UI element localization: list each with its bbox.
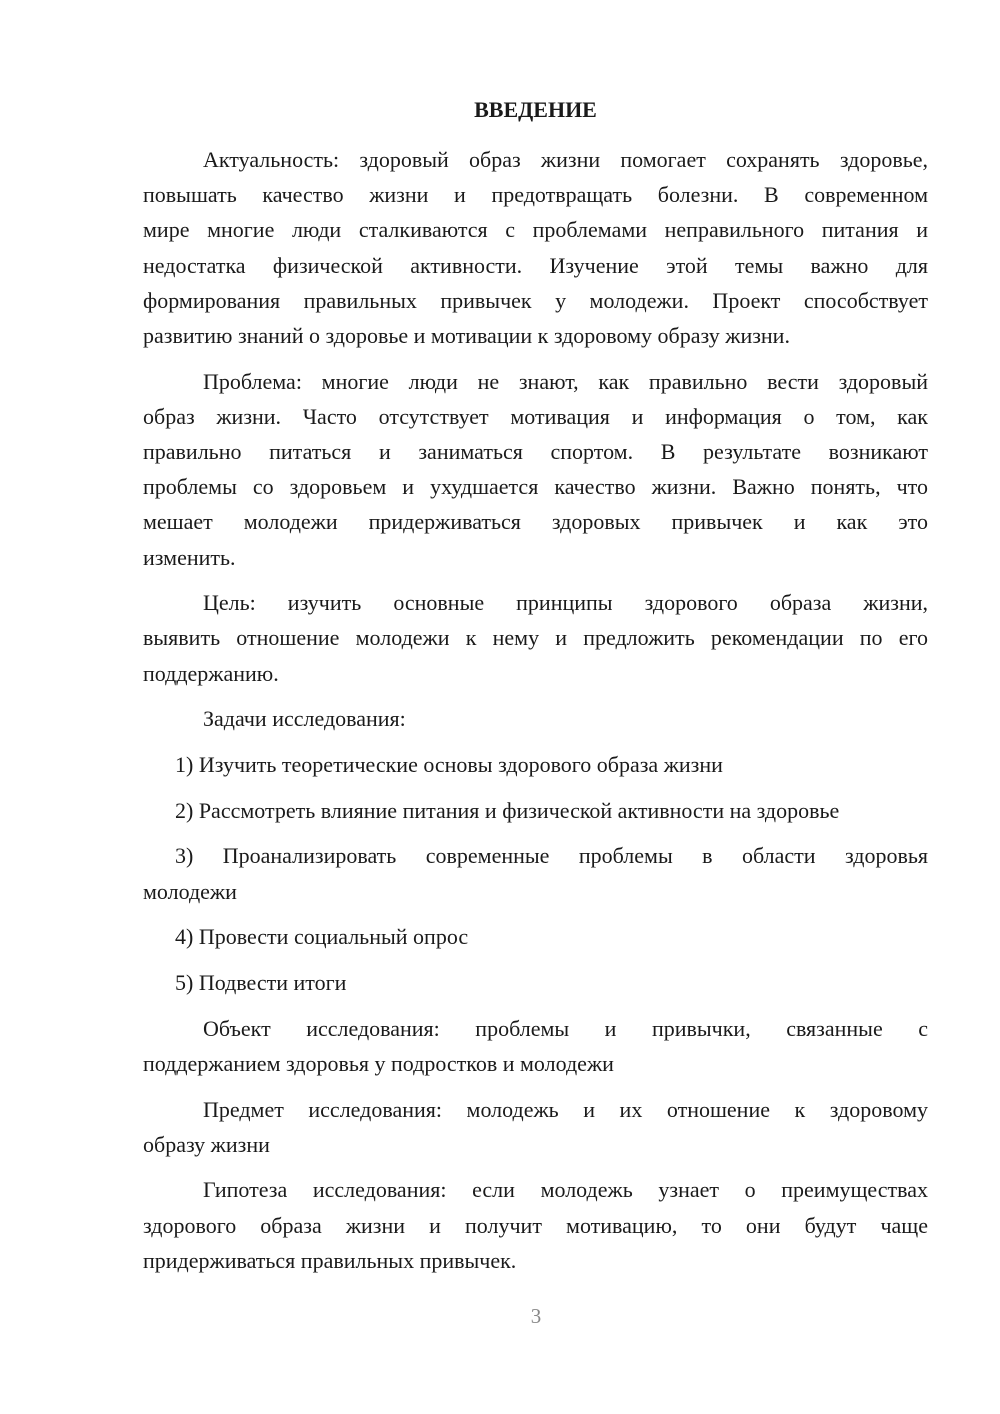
- text-line: развитию знаний о здоровье и мотивации к здоровому образу жизни.: [143, 322, 790, 348]
- text-line: мире многие люди сталкиваются с проблемами неправильного питания и: [143, 217, 928, 243]
- text-line: проблемы со здоровьем и ухудшается качество жизни. Важно понять, что: [143, 474, 928, 500]
- text-line: 5) Подвести итоги: [175, 969, 347, 995]
- text-line: выявить отношение молодежи к нему и предложить рекомендации по его: [143, 625, 928, 651]
- paragraph: [143, 1172, 928, 1278]
- text-line: Цель: изучить основные принципы здорового образа жизни,: [203, 590, 928, 616]
- text-line: образ жизни. Часто отсутствует мотивация и информация о том, как: [143, 403, 928, 429]
- text-line: правильно питаться и заниматься спортом. В результате возникают: [143, 439, 928, 464]
- text-line: изменить.: [143, 544, 236, 570]
- text-line: 2) Рассмотреть влияние питания и физической активности на здоровье: [175, 797, 840, 823]
- text-line: Задачи исследования:: [203, 706, 406, 732]
- text-line: Предмет исследования: молодежь и их отношение к здоровому: [203, 1096, 928, 1122]
- text-line: Объект исследования: проблемы и привычки, связанные с: [203, 1015, 928, 1041]
- text-line: формирования правильных привычек у молодежи. Проект способствует: [143, 287, 928, 313]
- text-line: мешает молодежи придерживаться здоровых привычек и как это: [143, 509, 928, 535]
- paragraph: [143, 701, 928, 736]
- paragraph: [143, 585, 928, 691]
- text-line: поддержанию.: [143, 660, 279, 686]
- paragraph: [143, 1092, 928, 1162]
- text-line: придерживаться правильных привычек.: [143, 1247, 517, 1273]
- text-line: 4) Провести социальный опрос: [175, 924, 469, 950]
- list-item: [143, 965, 928, 1000]
- page-number: 3: [530, 1304, 542, 1328]
- text-line: 3) Проанализировать современные проблемы в области здоровья: [175, 843, 928, 869]
- list-item: [143, 747, 928, 782]
- text-line: Актуальность: здоровый образ жизни помогает сохранять здоровье,: [203, 147, 928, 172]
- paragraph: [143, 142, 928, 353]
- list-item: [143, 793, 928, 828]
- text-line: недостатка физической активности. Изучение этой темы важно для: [143, 252, 928, 278]
- text-line: 1) Изучить теоретические основы здорового образа жизни: [175, 752, 723, 777]
- text-line: образу жизни: [143, 1131, 270, 1157]
- text-line: здорового образа жизни и получит мотивацию, то они будут чаще: [143, 1212, 928, 1238]
- text-line: Проблема: многие люди не знают, как правильно вести здоровый: [203, 368, 928, 394]
- document-body: [143, 142, 928, 1278]
- text-line: Гипотеза исследования: если молодежь узнает о преимуществах: [203, 1177, 928, 1203]
- text-line: повышать качество жизни и предотвращать болезни. В современном: [143, 182, 928, 208]
- text-line: молодежи: [143, 878, 237, 904]
- section-heading: ВВЕДЕНИЕ: [474, 97, 597, 122]
- paragraph: [143, 364, 928, 575]
- paragraph: [143, 1011, 928, 1081]
- list-item: [143, 919, 928, 954]
- list-item: [143, 838, 928, 908]
- text-line: поддержанием здоровья у подростков и молодежи: [143, 1050, 614, 1076]
- document-page: [143, 92, 928, 1278]
